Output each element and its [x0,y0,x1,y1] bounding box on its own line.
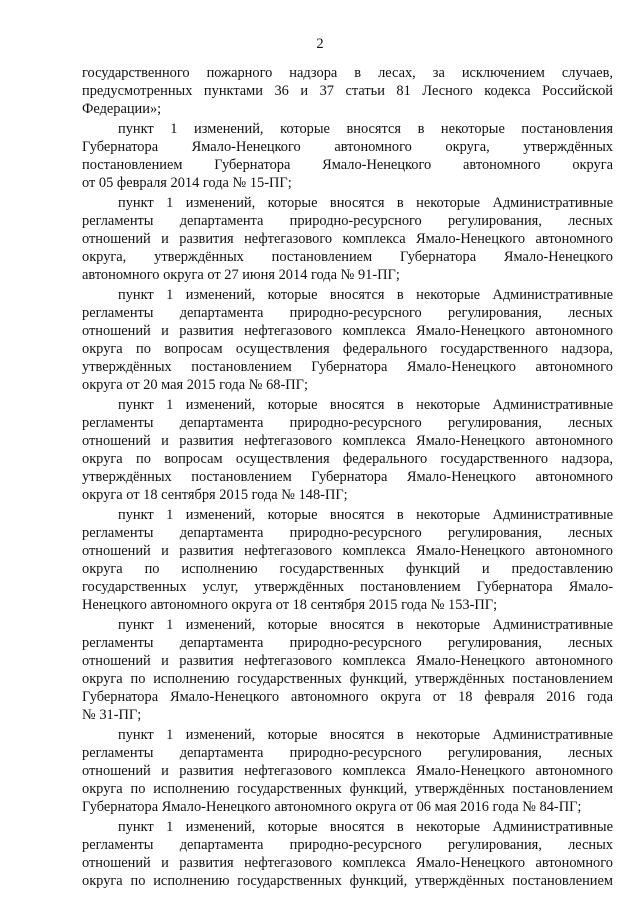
text-line: регламенты департамента природно-ресурсного регулирования, лесных [82,305,613,321]
page-number: 2 [316,36,324,52]
text-line: округа по исполнению государственных функций и предоставлению [82,561,613,577]
text-line: округа по исполнению государственных функций, утверждённых постановлением [82,781,613,797]
text-line: округа по исполнению государственных функций, утверждённых постановлением [82,671,613,687]
text-line: отношений и развития нефтегазового комплекса Ямало-Ненецкого автономного [82,653,613,669]
text-line: пункт 1 изменений, которые вносятся в некоторые Административные [118,195,613,211]
text-line: отношений и развития нефтегазового комплекса Ямало-Ненецкого автономного [82,433,613,449]
text-line: отношений и развития нефтегазового комплекса Ямало-Ненецкого автономного [82,855,613,871]
text-line: от 05 февраля 2014 года № 15-ПГ; [82,175,292,191]
text-line: Губернатора Ямало-Ненецкого автономного округа, утверждённых [82,139,613,155]
text-line: Губернатора Ямало-Ненецкого автономного округа от 18 февраля 2016 года [82,689,613,705]
text-line: регламенты департамента природно-ресурсного регулирования, лесных [82,213,613,229]
text-line: регламенты департамента природно-ресурсного регулирования, лесных [82,525,613,541]
paragraph [82,286,613,394]
text-line: регламенты департамента природно-ресурсного регулирования, лесных [82,837,613,853]
text-line: пункт 1 изменений, которые вносятся в некоторые Административные [118,819,613,835]
text-line: округа по вопросам осуществления федерального государственного надзора, [82,451,613,467]
text-line: государственных услуг, утверждённых постановлением Губернатора Ямало- [82,579,613,595]
text-line: округа по вопросам осуществления федерального государственного надзора, [82,341,613,357]
paragraph [82,506,613,614]
text-line: автономного округа от 27 июня 2014 года № 91-ПГ; [82,267,400,283]
text-line: Ненецкого автономного округа от 18 сентября 2015 года № 153-ПГ; [82,597,498,613]
paragraph [82,64,613,118]
text-line: № 31-ПГ; [82,707,142,723]
text-line: округа от 20 мая 2015 года № 68-ПГ; [82,377,308,393]
text-line: пункт 1 изменений, которые вносятся в некоторые постановления [118,121,613,137]
text-line: округа по исполнению государственных функций, утверждённых постановлением [82,873,613,889]
text-line: отношений и развития нефтегазового комплекса Ямало-Ненецкого автономного [82,763,613,779]
document-body [82,64,613,892]
text-line: Федерации»; [82,101,162,117]
text-line: утверждённых постановлением Губернатора Ямало-Ненецкого автономного [82,359,613,375]
text-line: регламенты департамента природно-ресурсного регулирования, лесных [82,635,613,651]
text-line: пункт 1 изменений, которые вносятся в некоторые Административные [118,287,613,303]
paragraph [82,396,613,504]
paragraph [82,120,613,192]
text-line: округа, утверждённых постановлением Губернатора Ямало-Ненецкого [82,249,613,265]
text-line: регламенты департамента природно-ресурсного регулирования, лесных [82,415,613,431]
text-line: округа от 18 сентября 2015 года № 148-ПГ; [82,487,348,503]
text-line: государственного пожарного надзора в лесах, за исключением случаев, [82,65,613,81]
paragraph [82,726,613,816]
text-line: предусмотренных пунктами 36 и 37 статьи 81 Лесного кодекса Российской [82,83,613,99]
text-line: регламенты департамента природно-ресурсного регулирования, лесных [82,745,613,761]
text-line: пункт 1 изменений, которые вносятся в некоторые Административные [118,397,613,413]
text-line: пункт 1 изменений, которые вносятся в некоторые Административные [118,507,613,523]
text-line: отношений и развития нефтегазового комплекса Ямало-Ненецкого автономного [82,323,613,339]
paragraph [82,194,613,284]
text-line: утверждённых постановлением Губернатора Ямало-Ненецкого автономного [82,469,613,485]
paragraph [82,818,613,890]
text-line: отношений и развития нефтегазового комплекса Ямало-Ненецкого автономного [82,231,613,247]
text-line: пункт 1 изменений, которые вносятся в некоторые Административные [118,617,613,633]
text-line: отношений и развития нефтегазового комплекса Ямало-Ненецкого автономного [82,543,613,559]
text-line: постановлением Губернатора Ямало-Ненецкого автономного округа [82,157,613,173]
paragraph [82,616,613,724]
paragraph-list [82,64,613,890]
text-line: Губернатора Ямало-Ненецкого автономного округа от 06 мая 2016 года № 84-ПГ; [82,799,582,815]
text-line: пункт 1 изменений, которые вносятся в некоторые Административные [118,727,613,743]
